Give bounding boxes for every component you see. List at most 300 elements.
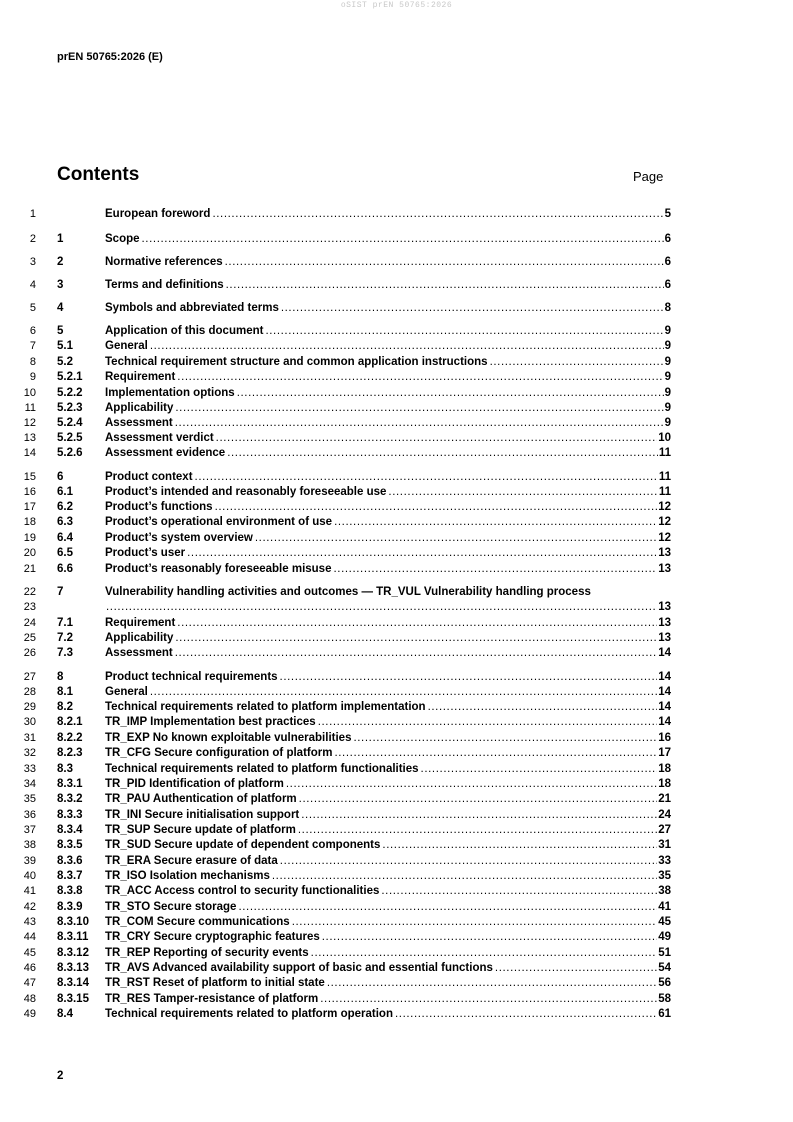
dot-leader — [216, 431, 658, 446]
section-title: Technical requirements related to platform operation — [105, 1008, 393, 1020]
toc-row — [0, 339, 793, 354]
section-title: Technical requirements related to platform functionalities — [105, 763, 419, 775]
dot-leader — [320, 992, 657, 1007]
toc-row — [0, 207, 793, 222]
toc-row — [0, 777, 793, 792]
dot-leader — [280, 854, 657, 869]
page-reference: 31 — [658, 839, 671, 851]
toc-entry[interactable] — [105, 355, 671, 370]
line-number: 43 — [23, 916, 36, 928]
section-number: 8.3.2 — [57, 793, 83, 805]
page-reference: 13 — [658, 632, 671, 644]
page-reference: 51 — [658, 947, 671, 959]
section-title: Assessment — [105, 417, 173, 429]
section-title: TR_EXP No known exploitable vulnerabilities — [105, 732, 352, 744]
toc-entry[interactable] — [105, 854, 671, 869]
line-number: 37 — [23, 824, 36, 836]
section-number: 7.3 — [57, 647, 73, 659]
line-number: 33 — [23, 763, 36, 775]
watermark: oSIST prEN 50765:2026 — [340, 1, 453, 10]
toc-entry[interactable] — [105, 546, 671, 561]
toc-entry[interactable] — [105, 500, 671, 515]
toc-row — [0, 232, 793, 247]
section-title: TR_CFG Secure configuration of platform — [105, 747, 333, 759]
toc-entry[interactable] — [105, 386, 671, 401]
line-number: 28 — [23, 686, 36, 698]
page-reference: 35 — [658, 870, 671, 882]
toc-row — [0, 838, 793, 853]
line-number: 40 — [23, 870, 36, 882]
section-title: Requirement — [105, 371, 176, 383]
line-number: 8 — [29, 356, 36, 368]
section-number: 7.2 — [57, 632, 73, 644]
toc-entry[interactable] — [105, 869, 671, 884]
toc-entry[interactable] — [105, 631, 671, 646]
section-title: TR_ISO Isolation mechanisms — [105, 870, 270, 882]
toc-row — [0, 500, 793, 515]
section-title: TR_RES Tamper-resistance of platform — [105, 993, 319, 1005]
toc-entry[interactable] — [105, 792, 671, 807]
section-number: 7 — [57, 586, 64, 598]
section-number: 8.3.8 — [57, 885, 83, 897]
dot-leader — [212, 207, 663, 222]
dot-leader — [187, 546, 657, 561]
page-reference: 11 — [658, 447, 671, 459]
dot-leader — [490, 355, 664, 370]
line-number: 9 — [29, 371, 36, 383]
line-number: 23 — [23, 601, 36, 613]
dot-leader — [255, 531, 657, 546]
line-number: 29 — [23, 701, 36, 713]
line-number: 21 — [23, 563, 36, 575]
page-reference: 6 — [664, 256, 671, 268]
line-number: 1 — [29, 208, 36, 220]
toc-row — [0, 670, 793, 685]
line-number: 4 — [29, 279, 36, 291]
section-title: TR_COM Secure communications — [105, 916, 290, 928]
toc-row — [0, 600, 793, 615]
section-number: 8.3.11 — [57, 931, 89, 943]
page-reference: 5 — [664, 208, 671, 220]
line-number: 10 — [23, 387, 36, 399]
toc-entry[interactable] — [105, 715, 671, 730]
dot-leader — [382, 838, 657, 853]
dot-leader — [175, 401, 663, 416]
dot-leader — [106, 600, 657, 615]
section-title: Vulnerability handling activities and outcomes — TR_VUL Vulnerability handling process — [105, 586, 591, 598]
toc-row — [0, 900, 793, 915]
line-number: 49 — [23, 1008, 36, 1020]
toc-entry[interactable] — [105, 232, 671, 247]
toc-row — [0, 854, 793, 869]
toc-row — [0, 731, 793, 746]
toc-entry[interactable] — [105, 670, 671, 685]
line-number: 5 — [29, 302, 36, 314]
section-title: TR_IMP Implementation best practices — [105, 716, 316, 728]
toc-entry[interactable] — [105, 700, 671, 715]
page-reference: 12 — [658, 516, 671, 528]
section-number: 8.3.4 — [57, 824, 83, 836]
page-reference: 17 — [658, 747, 671, 759]
section-number: 8.2 — [57, 701, 73, 713]
dot-leader — [227, 446, 658, 461]
page-reference: 21 — [658, 793, 671, 805]
page-reference: 58 — [658, 993, 671, 1005]
dot-leader — [292, 915, 658, 930]
toc-entry[interactable] — [105, 685, 671, 700]
page-reference: 9 — [664, 417, 671, 429]
section-title: Implementation options — [105, 387, 235, 399]
page-reference: 13 — [658, 617, 671, 629]
dot-leader — [272, 869, 657, 884]
toc-entry[interactable] — [105, 746, 671, 761]
section-number: 8.3.14 — [57, 977, 89, 989]
page-reference: 9 — [664, 387, 671, 399]
page-reference: 45 — [658, 916, 671, 928]
section-title: Product’s user — [105, 547, 186, 559]
section-number: 5.2.5 — [57, 432, 83, 444]
section-number: 8.3 — [57, 763, 73, 775]
dot-leader — [175, 646, 657, 661]
page-reference: 14 — [658, 686, 671, 698]
toc-entry[interactable] — [105, 585, 671, 600]
toc-entry[interactable] — [105, 992, 671, 1007]
toc-row — [0, 301, 793, 316]
section-title: General — [105, 686, 148, 698]
page-reference: 27 — [658, 824, 671, 836]
toc-entry[interactable] — [105, 762, 671, 777]
line-number: 14 — [23, 447, 36, 459]
line-number: 31 — [23, 732, 36, 744]
toc-row — [0, 1007, 793, 1022]
line-number: 7 — [29, 340, 36, 352]
section-title: Scope — [105, 233, 140, 245]
page-reference: 18 — [658, 778, 671, 790]
toc-row — [0, 915, 793, 930]
section-number: 6.2 — [57, 501, 73, 513]
toc-entry[interactable] — [105, 946, 671, 961]
toc-row — [0, 976, 793, 991]
toc-row — [0, 416, 793, 431]
dot-leader — [298, 823, 657, 838]
page-reference: 6 — [664, 233, 671, 245]
line-number: 12 — [23, 417, 36, 429]
toc-entry[interactable] — [105, 838, 671, 853]
section-number: 8.3.15 — [57, 993, 89, 1005]
line-number: 34 — [23, 778, 36, 790]
section-number: 8.2.1 — [57, 716, 83, 728]
section-title: Product technical requirements — [105, 671, 278, 683]
section-number: 8.3.6 — [57, 855, 83, 867]
section-title: Application of this document — [105, 325, 264, 337]
dot-leader — [318, 715, 658, 730]
line-number: 45 — [23, 947, 36, 959]
dot-leader — [495, 961, 657, 976]
section-number: 8.3.5 — [57, 839, 83, 851]
section-number: 8.3.9 — [57, 901, 83, 913]
section-title: TR_REP Reporting of security events — [105, 947, 309, 959]
toc-row — [0, 808, 793, 823]
dot-leader — [395, 1007, 657, 1022]
section-number: 8.4 — [57, 1008, 73, 1020]
page-reference: 13 — [658, 563, 671, 575]
section-number: 2 — [57, 256, 64, 268]
toc-entry[interactable] — [105, 562, 671, 577]
section-title: Assessment verdict — [105, 432, 214, 444]
toc-entry[interactable] — [105, 446, 671, 461]
toc-row — [0, 324, 793, 339]
section-number: 6.4 — [57, 532, 73, 544]
line-number: 20 — [23, 547, 36, 559]
toc-entry[interactable] — [105, 884, 671, 899]
toc-entry[interactable] — [105, 207, 671, 222]
dot-leader — [142, 232, 664, 247]
line-number: 47 — [23, 977, 36, 989]
section-title: Assessment — [105, 647, 173, 659]
section-title: TR_ERA Secure erasure of data — [105, 855, 278, 867]
section-number: 6.1 — [57, 486, 73, 498]
line-number: 6 — [29, 325, 36, 337]
toc-entry[interactable] — [105, 431, 671, 446]
dot-leader — [280, 670, 658, 685]
section-number: 6 — [57, 471, 64, 483]
toc-row — [0, 431, 793, 446]
toc-entry[interactable] — [105, 646, 671, 661]
toc-row — [0, 992, 793, 1007]
toc-entry[interactable] — [105, 339, 671, 354]
section-number: 6.3 — [57, 516, 73, 528]
line-number: 42 — [23, 901, 36, 913]
section-title: Product’s operational environment of use — [105, 516, 333, 528]
toc-entry[interactable] — [105, 808, 671, 823]
section-number: 8.3.13 — [57, 962, 89, 974]
line-number: 41 — [23, 885, 36, 897]
dot-leader — [215, 500, 658, 515]
toc-entry[interactable] — [105, 616, 671, 631]
section-title: General — [105, 340, 148, 352]
toc-entry[interactable] — [105, 278, 671, 293]
page-number: 2 — [57, 1070, 64, 1082]
page-reference: 18 — [658, 763, 671, 775]
page-reference: 9 — [664, 371, 671, 383]
toc-entry[interactable] — [105, 1007, 671, 1022]
section-title: Applicability — [105, 402, 174, 414]
toc-row — [0, 255, 793, 270]
section-title: TR_PID Identification of platform — [105, 778, 284, 790]
page-reference: 6 — [664, 279, 671, 291]
section-title: Applicability — [105, 632, 174, 644]
toc-entry[interactable] — [105, 930, 671, 945]
toc-entry[interactable] — [105, 470, 671, 485]
page-reference: 10 — [658, 432, 671, 444]
page-reference: 16 — [658, 732, 671, 744]
section-number: 4 — [57, 302, 64, 314]
page-reference: 9 — [664, 325, 671, 337]
toc-row — [0, 531, 793, 546]
toc-row — [0, 961, 793, 976]
toc-row — [0, 762, 793, 777]
dot-leader — [177, 616, 657, 631]
toc-entry[interactable] — [105, 961, 671, 976]
dot-leader — [286, 777, 657, 792]
toc-row — [0, 278, 793, 293]
dot-leader — [388, 485, 657, 500]
section-number: 5.2.1 — [57, 371, 83, 383]
page-reference: 9 — [664, 340, 671, 352]
section-number: 8.2.3 — [57, 747, 83, 759]
section-number: 5.2.4 — [57, 417, 83, 429]
toc-entry[interactable] — [105, 531, 671, 546]
line-number: 2 — [29, 233, 36, 245]
line-number: 13 — [23, 432, 36, 444]
section-number: 5 — [57, 325, 64, 337]
section-number: 8.3.7 — [57, 870, 83, 882]
toc-row — [0, 869, 793, 884]
toc-entry[interactable] — [105, 416, 671, 431]
toc-entry[interactable] — [105, 370, 671, 385]
page-reference: 54 — [658, 962, 671, 974]
page-reference: 12 — [658, 532, 671, 544]
page-reference: 14 — [658, 716, 671, 728]
toc-row — [0, 685, 793, 700]
toc-row — [0, 562, 793, 577]
line-number: 39 — [23, 855, 36, 867]
section-number: 8.3.3 — [57, 809, 83, 821]
page-reference: 12 — [658, 501, 671, 513]
line-number: 48 — [23, 993, 36, 1005]
section-title: TR_ACC Access control to security functionalities — [105, 885, 380, 897]
toc-row — [0, 370, 793, 385]
toc-row — [0, 546, 793, 561]
page-reference: 9 — [664, 356, 671, 368]
section-title: TR_AVS Advanced availability support of basic and essential functions — [105, 962, 493, 974]
line-number: 46 — [23, 962, 36, 974]
section-number: 5.2 — [57, 356, 73, 368]
line-number: 17 — [23, 501, 36, 513]
toc-row — [0, 823, 793, 838]
toc-row — [0, 746, 793, 761]
toc-entry[interactable] — [105, 301, 671, 316]
section-number: 3 — [57, 279, 64, 291]
page-reference: 41 — [658, 901, 671, 913]
line-number: 35 — [23, 793, 36, 805]
toc-entry[interactable] — [105, 401, 671, 416]
dot-leader — [322, 930, 657, 945]
toc-entry[interactable] — [105, 255, 671, 270]
section-title: TR_SUD Secure update of dependent components — [105, 839, 381, 851]
toc-row — [0, 616, 793, 631]
section-number: 5.2.3 — [57, 402, 83, 414]
dot-leader — [327, 976, 657, 991]
page-reference: 13 — [658, 547, 671, 559]
toc-entry[interactable] — [105, 324, 671, 339]
dot-leader — [311, 946, 658, 961]
dot-leader — [150, 685, 657, 700]
section-title: Symbols and abbreviated terms — [105, 302, 279, 314]
section-title: Product’s reasonably foreseeable misuse — [105, 563, 332, 575]
toc-row — [0, 386, 793, 401]
line-number: 36 — [23, 809, 36, 821]
section-title: Terms and definitions — [105, 279, 224, 291]
section-title: Normative references — [105, 256, 223, 268]
toc-row — [0, 792, 793, 807]
dot-leader — [175, 416, 664, 431]
page-column-label: Page — [633, 169, 664, 184]
page-reference: 33 — [658, 855, 671, 867]
line-number: 18 — [23, 516, 36, 528]
toc-entry[interactable] — [105, 976, 671, 991]
line-number: 25 — [23, 632, 36, 644]
toc-row — [0, 884, 793, 899]
dot-leader — [301, 808, 657, 823]
section-number: 1 — [57, 233, 64, 245]
page-reference: 49 — [658, 931, 671, 943]
dot-leader — [333, 562, 657, 577]
section-title: Product’s system overview — [105, 532, 253, 544]
dot-leader — [281, 301, 664, 316]
section-number: 8.3.12 — [57, 947, 89, 959]
section-title: Product context — [105, 471, 193, 483]
page-reference: 8 — [664, 302, 671, 314]
page-reference: 11 — [658, 486, 671, 498]
toc-row — [0, 585, 793, 600]
section-number: 8.2.2 — [57, 732, 83, 744]
section-title: Assessment evidence — [105, 447, 226, 459]
line-number: 44 — [23, 931, 36, 943]
toc-entry[interactable] — [105, 915, 671, 930]
page-reference: 14 — [658, 701, 671, 713]
dot-leader — [238, 900, 657, 915]
line-number: 22 — [23, 586, 36, 598]
page-reference: 14 — [658, 671, 671, 683]
toc-entry[interactable] — [105, 777, 671, 792]
section-number: 8.3.10 — [57, 916, 89, 928]
page-reference: 38 — [658, 885, 671, 897]
toc-entry[interactable] — [105, 600, 671, 615]
dot-leader — [299, 792, 658, 807]
line-number: 19 — [23, 532, 36, 544]
toc-entry[interactable] — [105, 823, 671, 838]
toc-entry[interactable] — [105, 515, 671, 530]
toc-entry[interactable] — [105, 731, 671, 746]
dot-leader — [353, 731, 657, 746]
page-reference: 9 — [664, 402, 671, 414]
section-title: TR_RST Reset of platform to initial state — [105, 977, 325, 989]
line-number: 11 — [24, 402, 36, 414]
toc-row — [0, 715, 793, 730]
toc-row — [0, 700, 793, 715]
dot-leader — [334, 515, 657, 530]
dot-leader — [150, 339, 664, 354]
toc-row — [0, 401, 793, 416]
section-title: TR_PAU Authentication of platform — [105, 793, 297, 805]
document-id: prEN 50765:2026 (E) — [57, 51, 163, 63]
section-number: 7.1 — [57, 617, 73, 629]
section-number: 6.5 — [57, 547, 73, 559]
section-title: Product’s intended and reasonably foreseeable use — [105, 486, 387, 498]
toc-row — [0, 946, 793, 961]
dot-leader — [177, 370, 663, 385]
toc-entry[interactable] — [105, 900, 671, 915]
line-number: 38 — [23, 839, 36, 851]
section-title: European foreword — [105, 208, 211, 220]
dot-leader — [334, 746, 657, 761]
line-number: 26 — [23, 647, 36, 659]
section-number: 5.2.2 — [57, 387, 83, 399]
dot-leader — [195, 470, 658, 485]
toc-row — [0, 930, 793, 945]
toc-entry[interactable] — [105, 485, 671, 500]
